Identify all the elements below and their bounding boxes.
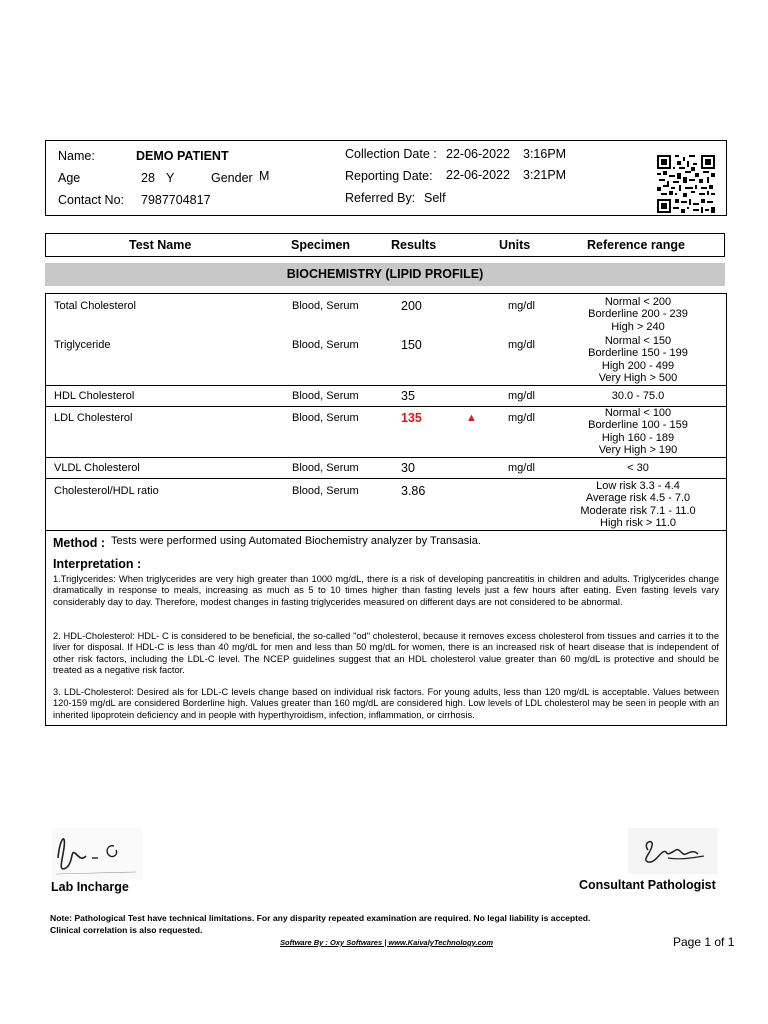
interpretation-paragraph: 2. HDL-Cholesterol: HDL- C is considered to be beneficial, the so-called "od" cholesterol, because it removes excess cholesterol from tissues and carries it to the liver for disposal. If HDL-C is less than 40 mg/dL for men and less than 50 mg/dL for women, there is an increased risk of heart disease that is independent of other risk factors, including the LDL-C level. The NCEP guidelines suggest that an HDL cholesterol value greater than 60 mg/dL is protective and should be treated as a negative risk factor.	[53, 631, 719, 675]
test-result: 30	[401, 461, 415, 475]
test-unit: mg/dl	[508, 412, 535, 424]
patient-gender: M	[259, 169, 270, 183]
reference-range: 30.0 - 75.0	[611, 390, 665, 402]
method-text: Tests were performed using Automated Biochemistry analyzer by Transasia.	[111, 535, 481, 547]
test-specimen: Blood, Serum	[292, 390, 359, 402]
pathologist-signature-icon	[628, 828, 718, 874]
reference-range: Normal < 200 Borderline 200 - 239 High > 240	[588, 296, 688, 333]
column-specimen: Specimen	[291, 238, 351, 252]
test-result-high: 135	[401, 411, 422, 425]
reporting-time: 3:21PM	[523, 168, 567, 182]
high-flag-icon: ▲	[466, 412, 477, 424]
contact-label: Contact No:	[58, 193, 125, 207]
column-units: Units	[499, 238, 531, 252]
test-result: 35	[401, 389, 415, 403]
interpretation-paragraph: 1.Triglycerides: When triglycerides are very high greater than 1000 mg/dL, there is a risk of developing pancreatitis in children and adults. Triglycerides change dramatically in response to meals, increasing as much as 5 to 10 times higher than fasting levels just a few hours after eating. Even fasting levels vary considerably day to day. Therefore, modest changes in fasting triglycerides measured on different days are not considered to be abnormal.	[53, 574, 719, 607]
test-specimen: Blood, Serum	[292, 300, 359, 312]
row-divider	[46, 478, 726, 479]
test-name: Cholesterol/HDL ratio	[54, 485, 159, 497]
row-divider	[46, 385, 726, 386]
column-test-name: Test Name	[129, 238, 192, 252]
patient-age: 28	[141, 171, 155, 185]
page-number: Page 1 of 1	[673, 935, 735, 949]
consultant-pathologist-label: Consultant Pathologist	[579, 878, 716, 892]
name-label: Name:	[58, 149, 95, 163]
reporting-label: Reporting Date:	[345, 169, 433, 183]
reporting-date: 22-06-2022	[446, 168, 510, 182]
section-title: BIOCHEMISTRY (LIPID PROFILE)	[45, 263, 725, 286]
results-column-header	[45, 233, 725, 257]
referred-label: Referred By:	[345, 191, 416, 205]
test-name: LDL Cholesterol	[54, 412, 133, 424]
referred-by: Self	[424, 191, 446, 205]
collection-time: 3:16PM	[523, 147, 567, 161]
test-name: Triglyceride	[54, 339, 111, 351]
test-specimen: Blood, Serum	[292, 485, 359, 497]
test-unit: mg/dl	[508, 390, 535, 402]
test-unit: mg/dl	[508, 300, 535, 312]
test-result: 3.86	[401, 484, 426, 498]
test-unit: mg/dl	[508, 462, 535, 474]
row-divider	[46, 457, 726, 458]
software-credit-link[interactable]: Software By : Oxy Softwares | www.KaivalyTechnology.com	[280, 938, 493, 947]
patient-info-box	[45, 140, 727, 216]
results-table	[45, 293, 727, 726]
test-name: Total Cholesterol	[54, 300, 136, 312]
method-label: Method :	[53, 536, 106, 550]
test-specimen: Blood, Serum	[292, 462, 359, 474]
collection-date: 22-06-2022	[446, 147, 510, 161]
test-unit: mg/dl	[508, 339, 535, 351]
gender-label: Gender	[211, 171, 253, 185]
qr-code-icon	[656, 155, 716, 213]
age-label: Age	[58, 171, 81, 185]
interpretation-title: Interpretation :	[53, 557, 142, 571]
row-divider	[46, 530, 726, 531]
age-unit: Y	[166, 171, 175, 185]
patient-contact: 7987704817	[141, 193, 211, 207]
test-result: 200	[401, 299, 422, 313]
reference-range: < 30	[627, 462, 649, 474]
test-specimen: Blood, Serum	[292, 339, 359, 351]
interpretation-paragraph: 3. LDL-Cholesterol: Desired als for LDL-C levels change based on individual risk factors. For young adults, less than 120 mg/dL is acceptable. Values between 120-159 mg/dL are considered Borderline high. Values greater than 160 mg/dL are considered high. Low levels of LDL cholesterol may be seen in people with an inherited lipoprotein deficiency and in people with hyperthyroidism, infection, inflammation, or cirrhosis.	[53, 687, 719, 720]
reference-range: Normal < 100 Borderline 100 - 159 High 160 - 189 Very High > 190	[588, 407, 688, 456]
disclaimer-note: Note: Pathological Test have technical limitations. For any disparity repeated examination are required. No legal liability is accepted. Clinical correlation is also requested.	[50, 913, 591, 935]
lab-incharge-label: Lab Incharge	[51, 880, 129, 894]
lab-incharge-signature-icon	[52, 828, 142, 880]
patient-name: DEMO PATIENT	[136, 149, 229, 163]
column-reference: Reference range	[587, 238, 685, 252]
test-name: VLDL Cholesterol	[54, 462, 140, 474]
column-results: Results	[391, 238, 437, 252]
test-result: 150	[401, 338, 422, 352]
test-specimen: Blood, Serum	[292, 412, 359, 424]
collection-label: Collection Date :	[345, 147, 437, 161]
reference-range: Normal < 150 Borderline 150 - 199 High 200 - 499 Very High > 500	[588, 335, 688, 384]
reference-range: Low risk 3.3 - 4.4 Average risk 4.5 - 7.0 Moderate risk 7.1 - 11.0 High risk > 11.0	[580, 480, 696, 529]
test-name: HDL Cholesterol	[54, 390, 135, 402]
